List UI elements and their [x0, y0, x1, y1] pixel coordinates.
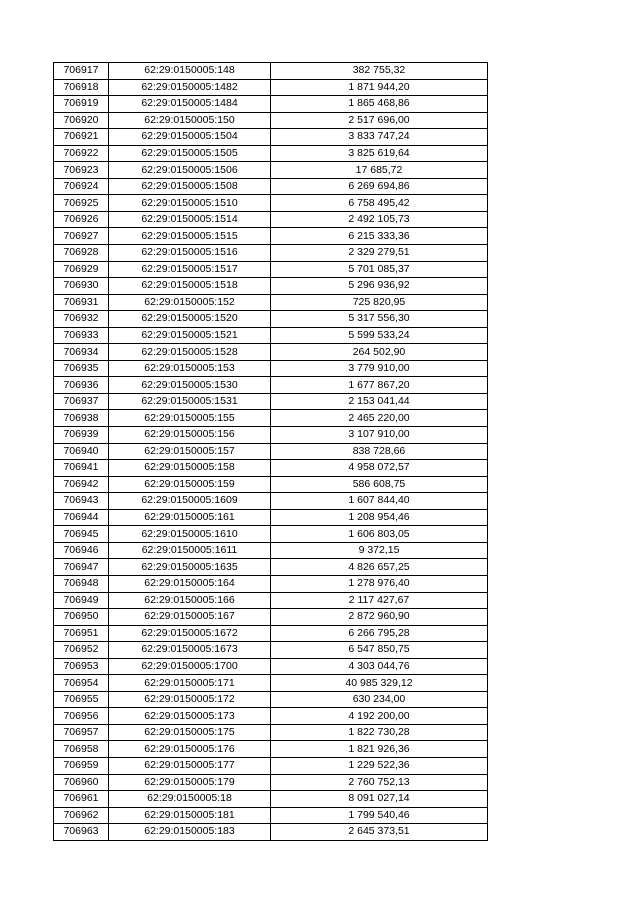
table-row: [54, 774, 488, 791]
table-row: [54, 96, 488, 113]
cadastral-number-cell: 62:29:0150005:176: [109, 741, 271, 758]
cadastral-value-table: [53, 62, 488, 841]
row-number-cell: 706923: [54, 162, 109, 179]
cadastral-value-cell: 4 826 657,25: [271, 559, 488, 576]
cadastral-number-cell: 62:29:0150005:173: [109, 708, 271, 725]
cadastral-number-cell: 62:29:0150005:1520: [109, 311, 271, 328]
table-row: [54, 791, 488, 808]
cadastral-value-cell: 5 296 936,92: [271, 278, 488, 295]
table-row: [54, 526, 488, 543]
row-number-cell: 706929: [54, 261, 109, 278]
table-row: [54, 741, 488, 758]
row-number-cell: 706960: [54, 774, 109, 791]
cadastral-value-cell: 1 871 944,20: [271, 79, 488, 96]
cadastral-number-cell: 62:29:0150005:164: [109, 575, 271, 592]
table-row: [54, 542, 488, 559]
cadastral-value-cell: 1 677 867,20: [271, 377, 488, 394]
cadastral-number-cell: 62:29:0150005:1518: [109, 278, 271, 295]
row-number-cell: 706955: [54, 691, 109, 708]
cadastral-number-cell: 62:29:0150005:1609: [109, 493, 271, 510]
table-row: [54, 360, 488, 377]
row-number-cell: 706926: [54, 211, 109, 228]
cadastral-number-cell: 62:29:0150005:1510: [109, 195, 271, 212]
row-number-cell: 706961: [54, 791, 109, 808]
row-number-cell: 706946: [54, 542, 109, 559]
table-row: [54, 195, 488, 212]
row-number-cell: 706940: [54, 443, 109, 460]
cadastral-value-cell: 17 685,72: [271, 162, 488, 179]
table-row: [54, 476, 488, 493]
cadastral-number-cell: 62:29:0150005:1531: [109, 393, 271, 410]
table-row: [54, 261, 488, 278]
cadastral-number-cell: 62:29:0150005:171: [109, 675, 271, 692]
cadastral-number-cell: 62:29:0150005:1521: [109, 327, 271, 344]
table-row: [54, 724, 488, 741]
row-number-cell: 706935: [54, 360, 109, 377]
row-number-cell: 706928: [54, 245, 109, 262]
cadastral-value-cell: 9 372,15: [271, 542, 488, 559]
table-row: [54, 377, 488, 394]
row-number-cell: 706930: [54, 278, 109, 295]
cadastral-value-cell: 4 192 200,00: [271, 708, 488, 725]
cadastral-number-cell: 62:29:0150005:153: [109, 360, 271, 377]
table-row: [54, 129, 488, 146]
row-number-cell: 706948: [54, 575, 109, 592]
cadastral-value-cell: 2 492 105,73: [271, 211, 488, 228]
cadastral-value-cell: 3 779 910,00: [271, 360, 488, 377]
row-number-cell: 706944: [54, 509, 109, 526]
cadastral-number-cell: 62:29:0150005:18: [109, 791, 271, 808]
cadastral-number-cell: 62:29:0150005:167: [109, 609, 271, 626]
table-row: [54, 145, 488, 162]
cadastral-value-cell: 5 317 556,30: [271, 311, 488, 328]
table-row: [54, 112, 488, 129]
cadastral-number-cell: 62:29:0150005:179: [109, 774, 271, 791]
cadastral-number-cell: 62:29:0150005:177: [109, 757, 271, 774]
cadastral-number-cell: 62:29:0150005:172: [109, 691, 271, 708]
cadastral-value-cell: 2 153 041,44: [271, 393, 488, 410]
cadastral-number-cell: 62:29:0150005:181: [109, 807, 271, 824]
cadastral-number-cell: 62:29:0150005:1505: [109, 145, 271, 162]
table-row: [54, 757, 488, 774]
row-number-cell: 706927: [54, 228, 109, 245]
cadastral-value-cell: 40 985 329,12: [271, 675, 488, 692]
cadastral-number-cell: 62:29:0150005:1673: [109, 642, 271, 659]
cadastral-value-cell: 1 607 844,40: [271, 493, 488, 510]
table-row: [54, 427, 488, 444]
cadastral-number-cell: 62:29:0150005:1482: [109, 79, 271, 96]
cadastral-value-cell: 3 825 619,64: [271, 145, 488, 162]
cadastral-number-cell: 62:29:0150005:155: [109, 410, 271, 427]
row-number-cell: 706934: [54, 344, 109, 361]
cadastral-value-cell: 5 599 533,24: [271, 327, 488, 344]
table-row: [54, 460, 488, 477]
table-row: [54, 178, 488, 195]
row-number-cell: 706918: [54, 79, 109, 96]
cadastral-value-cell: 725 820,95: [271, 294, 488, 311]
cadastral-value-cell: 2 872 960,90: [271, 609, 488, 626]
table-row: [54, 625, 488, 642]
table-row: [54, 410, 488, 427]
row-number-cell: 706942: [54, 476, 109, 493]
cadastral-value-cell: 2 117 427,67: [271, 592, 488, 609]
table-row: [54, 658, 488, 675]
table-row: [54, 592, 488, 609]
cadastral-number-cell: 62:29:0150005:166: [109, 592, 271, 609]
row-number-cell: 706952: [54, 642, 109, 659]
table-row: [54, 559, 488, 576]
table-row: [54, 708, 488, 725]
row-number-cell: 706937: [54, 393, 109, 410]
row-number-cell: 706963: [54, 824, 109, 841]
cadastral-value-cell: 2 517 696,00: [271, 112, 488, 129]
row-number-cell: 706921: [54, 129, 109, 146]
row-number-cell: 706922: [54, 145, 109, 162]
row-number-cell: 706953: [54, 658, 109, 675]
table-row: [54, 393, 488, 410]
table-row: [54, 278, 488, 295]
table-body: [54, 63, 488, 841]
cadastral-number-cell: 62:29:0150005:157: [109, 443, 271, 460]
table-row: [54, 575, 488, 592]
row-number-cell: 706947: [54, 559, 109, 576]
table-row: [54, 443, 488, 460]
row-number-cell: 706932: [54, 311, 109, 328]
row-number-cell: 706919: [54, 96, 109, 113]
cadastral-value-cell: 2 645 373,51: [271, 824, 488, 841]
table-row: [54, 79, 488, 96]
table-row: [54, 211, 488, 228]
row-number-cell: 706950: [54, 609, 109, 626]
cadastral-number-cell: 62:29:0150005:1517: [109, 261, 271, 278]
row-number-cell: 706956: [54, 708, 109, 725]
table-row: [54, 493, 488, 510]
cadastral-value-cell: 1 229 522,36: [271, 757, 488, 774]
cadastral-number-cell: 62:29:0150005:1515: [109, 228, 271, 245]
cadastral-number-cell: 62:29:0150005:161: [109, 509, 271, 526]
cadastral-number-cell: 62:29:0150005:1611: [109, 542, 271, 559]
cadastral-number-cell: 62:29:0150005:1672: [109, 625, 271, 642]
cadastral-value-cell: 1 799 540,46: [271, 807, 488, 824]
table-row: [54, 675, 488, 692]
cadastral-value-cell: 264 502,90: [271, 344, 488, 361]
cadastral-value-cell: 4 958 072,57: [271, 460, 488, 477]
row-number-cell: 706941: [54, 460, 109, 477]
cadastral-value-cell: 6 215 333,36: [271, 228, 488, 245]
cadastral-value-cell: 2 329 279,51: [271, 245, 488, 262]
cadastral-number-cell: 62:29:0150005:1508: [109, 178, 271, 195]
cadastral-value-cell: 3 833 747,24: [271, 129, 488, 146]
row-number-cell: 706920: [54, 112, 109, 129]
table-row: [54, 228, 488, 245]
cadastral-value-cell: 3 107 910,00: [271, 427, 488, 444]
cadastral-number-cell: 62:29:0150005:1635: [109, 559, 271, 576]
cadastral-number-cell: 62:29:0150005:175: [109, 724, 271, 741]
table-row: [54, 63, 488, 80]
row-number-cell: 706951: [54, 625, 109, 642]
cadastral-number-cell: 62:29:0150005:1610: [109, 526, 271, 543]
cadastral-value-cell: 838 728,66: [271, 443, 488, 460]
row-number-cell: 706931: [54, 294, 109, 311]
row-number-cell: 706962: [54, 807, 109, 824]
row-number-cell: 706943: [54, 493, 109, 510]
table-row: [54, 294, 488, 311]
cadastral-value-cell: 6 269 694,86: [271, 178, 488, 195]
table-row: [54, 162, 488, 179]
cadastral-value-cell: 1 278 976,40: [271, 575, 488, 592]
cadastral-number-cell: 62:29:0150005:1484: [109, 96, 271, 113]
row-number-cell: 706957: [54, 724, 109, 741]
cadastral-number-cell: 62:29:0150005:159: [109, 476, 271, 493]
table-row: [54, 824, 488, 841]
cadastral-number-cell: 62:29:0150005:150: [109, 112, 271, 129]
cadastral-value-cell: 8 091 027,14: [271, 791, 488, 808]
cadastral-value-cell: 586 608,75: [271, 476, 488, 493]
cadastral-number-cell: 62:29:0150005:1506: [109, 162, 271, 179]
row-number-cell: 706954: [54, 675, 109, 692]
cadastral-value-cell: 1 606 803,05: [271, 526, 488, 543]
row-number-cell: 706939: [54, 427, 109, 444]
cadastral-number-cell: 62:29:0150005:1514: [109, 211, 271, 228]
cadastral-value-cell: 1 208 954,46: [271, 509, 488, 526]
cadastral-value-cell: 6 547 850,75: [271, 642, 488, 659]
cadastral-number-cell: 62:29:0150005:1504: [109, 129, 271, 146]
table-row: [54, 245, 488, 262]
table-row: [54, 344, 488, 361]
cadastral-value-cell: 6 758 495,42: [271, 195, 488, 212]
cadastral-number-cell: 62:29:0150005:1528: [109, 344, 271, 361]
cadastral-number-cell: 62:29:0150005:148: [109, 63, 271, 80]
cadastral-value-cell: 2 465 220,00: [271, 410, 488, 427]
cadastral-number-cell: 62:29:0150005:156: [109, 427, 271, 444]
cadastral-number-cell: 62:29:0150005:152: [109, 294, 271, 311]
cadastral-number-cell: 62:29:0150005:158: [109, 460, 271, 477]
cadastral-value-cell: 1 865 468,86: [271, 96, 488, 113]
cadastral-value-cell: 382 755,32: [271, 63, 488, 80]
row-number-cell: 706959: [54, 757, 109, 774]
cadastral-value-cell: 1 821 926,36: [271, 741, 488, 758]
row-number-cell: 706925: [54, 195, 109, 212]
row-number-cell: 706938: [54, 410, 109, 427]
row-number-cell: 706933: [54, 327, 109, 344]
cadastral-value-cell: 4 303 044,76: [271, 658, 488, 675]
cadastral-number-cell: 62:29:0150005:183: [109, 824, 271, 841]
row-number-cell: 706958: [54, 741, 109, 758]
row-number-cell: 706917: [54, 63, 109, 80]
table-row: [54, 642, 488, 659]
table-row: [54, 327, 488, 344]
cadastral-number-cell: 62:29:0150005:1700: [109, 658, 271, 675]
cadastral-value-cell: 1 822 730,28: [271, 724, 488, 741]
row-number-cell: 706945: [54, 526, 109, 543]
table-row: [54, 691, 488, 708]
table-row: [54, 807, 488, 824]
cadastral-value-cell: 2 760 752,13: [271, 774, 488, 791]
cadastral-number-cell: 62:29:0150005:1530: [109, 377, 271, 394]
table-row: [54, 509, 488, 526]
cadastral-value-cell: 6 266 795,28: [271, 625, 488, 642]
cadastral-value-cell: 5 701 085,37: [271, 261, 488, 278]
table-row: [54, 609, 488, 626]
table-row: [54, 311, 488, 328]
row-number-cell: 706936: [54, 377, 109, 394]
row-number-cell: 706949: [54, 592, 109, 609]
row-number-cell: 706924: [54, 178, 109, 195]
cadastral-number-cell: 62:29:0150005:1516: [109, 245, 271, 262]
cadastral-value-cell: 630 234,00: [271, 691, 488, 708]
